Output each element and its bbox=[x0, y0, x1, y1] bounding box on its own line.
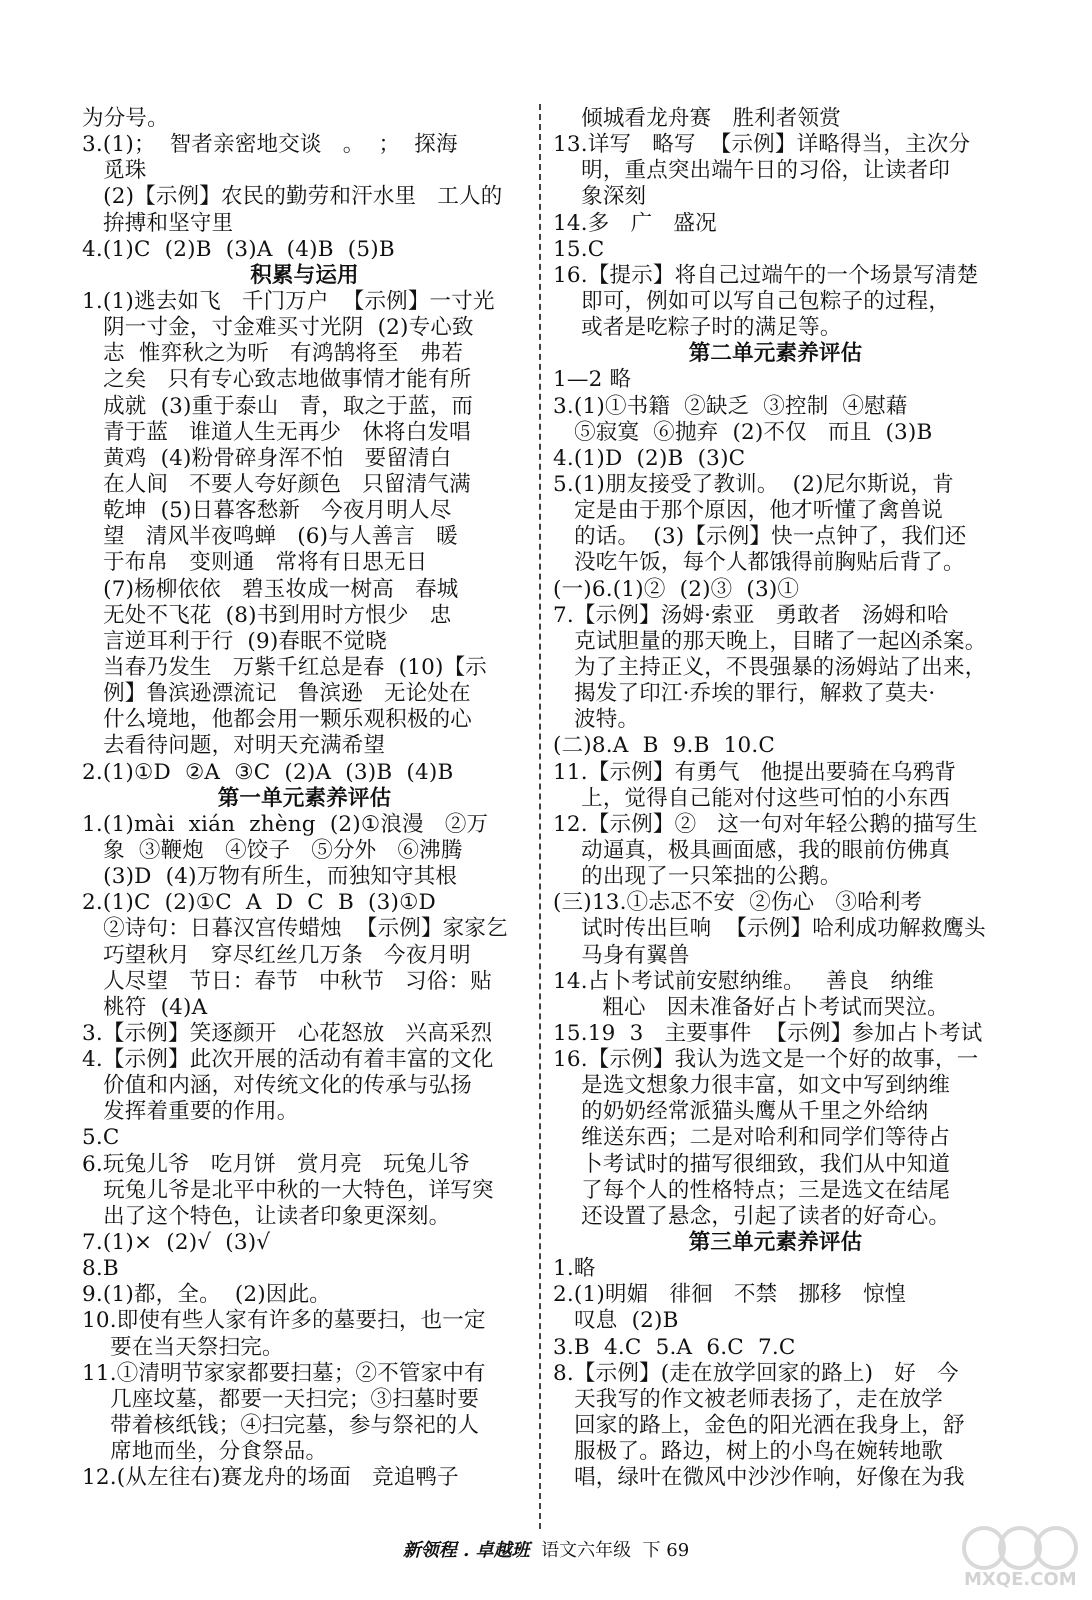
answer-line: 黄鸡 (4)粉骨碎身浑不怕 要留清白 bbox=[82, 445, 452, 471]
answer-line: 动逼真，极具画面感，我的眼前仿佛真 bbox=[553, 837, 951, 863]
answer-line: 为了主持正义，不畏强暴的汤姆站了出来， bbox=[553, 654, 987, 680]
answer-line: 要在当天祭扫完。 bbox=[82, 1334, 284, 1360]
answer-line: 16.【示例】我认为选文是一个好的故事，一 bbox=[553, 1047, 979, 1073]
answer-line: 巧望秋月 穿尽红丝几万条 今夜月明 bbox=[82, 942, 471, 968]
answer-line: 1.(1)逃去如飞 千门万户 【示例】一寸光 bbox=[82, 288, 495, 314]
answer-line: 在人间 不要人夸好颜色 只留清气满 bbox=[82, 471, 471, 497]
answer-line: 定是由于那个原因，他才听懂了禽兽说 bbox=[553, 498, 944, 524]
answer-line: 的出现了一只笨拙的公鹅。 bbox=[553, 864, 842, 890]
answer-line: 3.B 4.C 5.A 6.C 7.C bbox=[553, 1334, 796, 1360]
answer-line: 无处不飞花 (8)书到用时方恨少 忠 bbox=[82, 602, 452, 628]
right-column bbox=[553, 106, 998, 1491]
answer-line: 为分号。 bbox=[82, 106, 169, 131]
section-heading: 第三单元素养评估 bbox=[688, 1230, 863, 1256]
answer-line: 乾坤 (5)日暮客愁新 今夜月明人尽 bbox=[82, 498, 452, 524]
answer-line: 2.(1)明媚 徘徊 不禁 挪移 惊惶 bbox=[553, 1282, 907, 1308]
answer-line: (2)【示例】农民的勤劳和汗水里 工人的 bbox=[82, 184, 503, 210]
answer-line: 发挥着重要的作用。 bbox=[82, 1099, 299, 1125]
footer-brand: 新领程 . 卓越班 bbox=[402, 1540, 530, 1561]
answer-line: 16.【提示】将自己过端午的一个场景写清楚 bbox=[553, 262, 979, 288]
answer-line: 1—2 略 bbox=[553, 367, 632, 393]
answer-line: 揭发了印江·乔埃的罪行，解救了莫夫· bbox=[553, 681, 936, 707]
answer-line: 阴一寸金，寸金难买寸光阴 (2)专心致 bbox=[82, 315, 474, 341]
answer-line: 去看待问题，对明天充满希望 bbox=[82, 733, 386, 759]
answer-line: 之矣 只有专心致志地做事情才能有所 bbox=[82, 367, 472, 393]
answer-line: 试时传出巨响 【示例】哈利成功解救鹰头 bbox=[553, 916, 986, 942]
page-footer bbox=[0, 1536, 1092, 1562]
answer-line: 6.玩兔儿爷 吃月饼 赏月亮 玩兔儿爷 bbox=[82, 1151, 471, 1177]
answer-line: 15.C bbox=[553, 236, 605, 262]
answer-line: 言逆耳利于行 (9)春眠不觉晓 bbox=[82, 628, 387, 654]
answer-line: 席地而坐，分食祭品。 bbox=[82, 1439, 328, 1465]
answer-line: 维送东西；二是对哈利和同学们等待占 bbox=[553, 1125, 951, 1151]
answer-line: 4.【示例】此次开展的活动有着丰富的文化 bbox=[82, 1047, 494, 1073]
answer-line: 还设置了悬念，引起了读者的好奇心。 bbox=[553, 1203, 951, 1229]
answer-line: 2.(1)①D ②A ③C (2)A (3)B (4)B bbox=[82, 759, 454, 785]
answer-line: 回家的路上，金色的阳光洒在我身上，舒 bbox=[553, 1413, 965, 1439]
answer-line: (7)杨柳依依 碧玉妆成一树高 春城 bbox=[82, 576, 459, 602]
answer-line: 12.(从左往右)赛龙舟的场面 竞追鸭子 bbox=[82, 1465, 459, 1491]
answer-line: 明，重点突出端午日的习俗，让读者印 bbox=[553, 158, 951, 184]
section-heading: 第二单元素养评估 bbox=[688, 341, 863, 367]
answer-line: 7.(1)× (2)√ (3)√ bbox=[82, 1230, 271, 1256]
page-number: 69 bbox=[666, 1540, 690, 1561]
answer-line: (二)8.A B 9.B 10.C bbox=[553, 733, 776, 759]
answer-line: 11.【示例】有勇气 他提出要骑在乌鸦背 bbox=[553, 759, 957, 785]
answer-line: 叹息 (2)B bbox=[553, 1308, 679, 1334]
answer-line: 上，觉得自己能对付这些可怕的小东西 bbox=[553, 785, 951, 811]
section-heading: 第一单元素养评估 bbox=[217, 785, 392, 811]
answer-line: 唱，绿叶在微风中沙沙作响，好像在为我 bbox=[553, 1465, 965, 1491]
answer-line: 13.详写 略写 【示例】详略得当，主次分 bbox=[553, 132, 971, 158]
answer-line: 拚搏和坚守里 bbox=[82, 210, 234, 236]
answer-line: 于布帛 变则通 常将有日思无日 bbox=[82, 550, 428, 576]
answer-line: 例】鲁滨逊漂流记 鲁滨逊 无论处在 bbox=[82, 681, 471, 707]
answer-line: 出了这个特色，让读者印象更深刻。 bbox=[82, 1203, 451, 1229]
answer-line: 卜考试时的描写很细致，我们从中知道 bbox=[553, 1151, 951, 1177]
answer-line: 2.(1)C (2)①C A D C B (3)①D bbox=[82, 890, 436, 916]
answer-line: 11.①清明节家家都要扫墓；②不管家中有 bbox=[82, 1360, 486, 1386]
answer-line: 象 ③鞭炮 ④饺子 ⑤分外 ⑥沸腾 bbox=[82, 837, 463, 863]
answer-line: 马身有翼兽 bbox=[553, 942, 690, 968]
answer-line: ⑤寂寞 ⑥抛弃 (2)不仅 而且 (3)B bbox=[553, 419, 933, 445]
answer-line: 的话。 (3)【示例】快一点钟了，我们还 bbox=[553, 524, 967, 550]
answer-line: 15.19 3 主要事件 【示例】参加占卜考试 bbox=[553, 1020, 983, 1046]
answer-line: 克试胆量的那天晚上，目睹了一起凶杀案。 bbox=[553, 628, 987, 654]
answer-line: (一)6.(1)② (2)③ (3)① bbox=[553, 576, 800, 602]
answer-line: 玩兔儿爷是北平中秋的一大特色，详写突 bbox=[82, 1177, 494, 1203]
answer-line: 8.B bbox=[82, 1256, 119, 1282]
answer-line: 7.【示例】汤姆·索亚 勇敢者 汤姆和哈 bbox=[553, 602, 949, 628]
answer-line: 4.(1)D (2)B (3)C bbox=[553, 445, 746, 471]
answer-line: 带着核纸钱；④扫完墓，参与祭祀的人 bbox=[82, 1413, 480, 1439]
answer-line: 什么境地，他都会用一颗乐观积极的心 bbox=[82, 707, 473, 733]
answer-line: 的奶奶经常派猫头鹰从千里之外给纳 bbox=[553, 1099, 929, 1125]
answer-line: 4.(1)C (2)B (3)A (4)B (5)B bbox=[82, 236, 395, 262]
footer-subject: 语文六年级 bbox=[541, 1540, 632, 1561]
answer-line: 12.【示例】② 这一句对年轻公鹅的描写生 bbox=[553, 811, 978, 837]
answer-line: 几座坟墓，都要一天扫完；③扫墓时要 bbox=[82, 1386, 480, 1412]
answer-line: 1.略 bbox=[553, 1256, 596, 1282]
answer-line: 没吃午饭，每个人都饿得前胸贴后背了。 bbox=[553, 550, 965, 576]
answer-line: 9.(1)都，全。 (2)因此。 bbox=[82, 1282, 331, 1308]
answer-line: 服极了。路边，树上的小鸟在婉转地歌 bbox=[553, 1439, 944, 1465]
left-column bbox=[82, 106, 527, 1491]
answer-line: 5.(1)朋友接受了教训。 (2)尼尔斯说，肯 bbox=[553, 471, 954, 497]
answer-line: 8.【示例】(走在放学回家的路上) 好 今 bbox=[553, 1360, 959, 1386]
answer-line: 14.占卜考试前安慰纳维。 善良 纳维 bbox=[553, 968, 934, 994]
answer-line: 或者是吃粽子时的满足等。 bbox=[553, 315, 842, 341]
watermark-url: MXQE.COM bbox=[964, 1569, 1077, 1590]
answer-line: 1.(1)mài xián zhèng (2)①浪漫 ②万 bbox=[82, 811, 489, 837]
column-divider bbox=[539, 104, 541, 1529]
answer-line: 桃符 (4)A bbox=[82, 994, 208, 1020]
answer-line: 望 清风半夜鸣蝉 (6)与人善言 暖 bbox=[82, 524, 458, 550]
answer-line: 3.【示例】笑逐颜开 心花怒放 兴高采烈 bbox=[82, 1020, 493, 1046]
answer-line: 粗心 因未准备好占卜考试而哭泣。 bbox=[553, 994, 949, 1020]
answer-line: 倾城看龙舟赛 胜利者领赏 bbox=[553, 106, 841, 131]
answer-line: 青于蓝 谁道人生无再少 休将白发唱 bbox=[82, 419, 471, 445]
answer-line: 14.多 广 盛况 bbox=[553, 210, 717, 236]
answer-line: 波特。 bbox=[553, 707, 640, 733]
answer-line: 5.C bbox=[82, 1125, 120, 1151]
answer-line: 觅珠 bbox=[82, 158, 147, 184]
answer-line: 即可，例如可以写自己包粽子的过程， bbox=[553, 288, 951, 314]
answer-line: 3.(1)； 智者亲密地交谈 。 ； 探海 bbox=[82, 132, 458, 158]
answer-line: 价值和内涵，对传统文化的传承与弘扬 bbox=[82, 1073, 473, 1099]
answer-line: 10.即使有些人家有许多的墓要扫，也一定 bbox=[82, 1308, 486, 1334]
answer-line: 象深刻 bbox=[553, 184, 647, 210]
watermark-logo bbox=[958, 1526, 1078, 1590]
footer-volume: 下 bbox=[642, 1540, 661, 1561]
section-heading: 积累与运用 bbox=[250, 262, 359, 288]
answer-line: 当春乃发生 万紫千红总是春 (10)【示 bbox=[82, 654, 488, 680]
answer-line: 成就 (3)重于泰山 青，取之于蓝，而 bbox=[82, 393, 474, 419]
answer-line: 是选文想象力很丰富，如文中写到纳维 bbox=[553, 1073, 951, 1099]
answer-line: ②诗句：日暮汉宫传蜡烛 【示例】家家乞 bbox=[82, 916, 508, 942]
answer-line: 志 惟弈秋之为听 有鸿鹄将至 弗若 bbox=[82, 341, 464, 367]
answer-line: 了每个人的性格特点；三是选文在结尾 bbox=[553, 1177, 951, 1203]
answer-line: 人尽望 节日：春节 中秋节 习俗：贴 bbox=[82, 968, 492, 994]
answer-line: (3)D (4)万物有所生，而独知守其根 bbox=[82, 864, 458, 890]
answer-line: 天我写的作文被老师表扬了，走在放学 bbox=[553, 1386, 944, 1412]
answer-line: (三)13.①忐忑不安 ②伤心 ③哈利考 bbox=[553, 890, 923, 916]
answer-line: 3.(1)①书籍 ②缺乏 ③控制 ④慰藉 bbox=[553, 393, 908, 419]
